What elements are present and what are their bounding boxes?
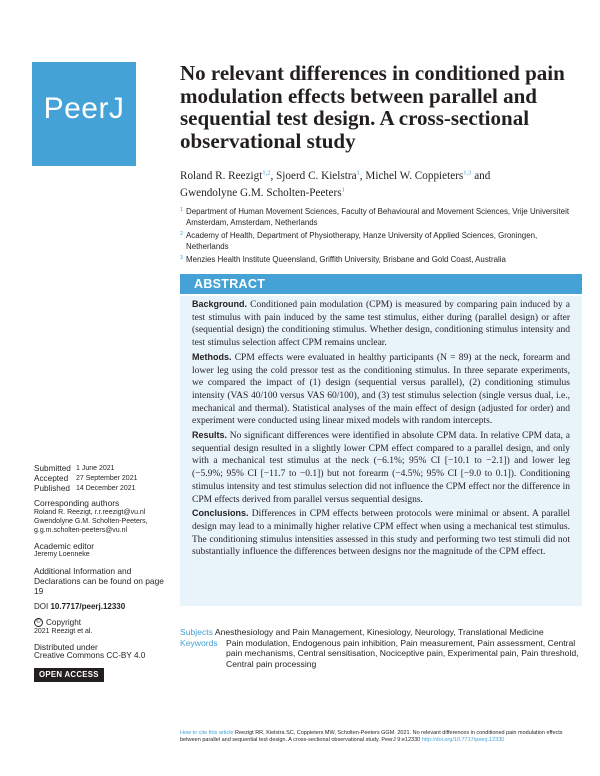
- open-access-badge: OPEN ACCESS: [34, 668, 104, 682]
- logo-text: PeerJ: [43, 92, 125, 125]
- abstract-methods: Methods. CPM effects were evaluated in healthy participants (N = 89) at the neck, forearm and lower leg using the cold pressor test as the conditioning stimulus. In three separate experiments, we compared the impact of (1) design (sequential versus parallel), (2) conditioning stimulus intensity (VAS 40/100 versus VAS 60/100), and (3) test stimulus selection (single versus dual, i.e., mechanical and thermal). Statistical analyses of the main effect of design (adjusted for order) and experiment were conducted using linear mixed models with random intercepts.: [192, 351, 571, 427]
- peerj-logo: [32, 62, 136, 166]
- affiliation-item: 3 Menzies Health Institute Queensland, Griffith University, Brisbane and Gold Coast, Australia: [180, 255, 506, 264]
- abstract-results: Results. No significant differences were identified in absolute CPM data. In relative CPM data, a sequential design resulted in a slightly lower CPM effect compared to a parallel design, and only with a mechanical test stimulus at the neck (−6.1%; 95% CI [−10.1 to −2.1]) and lower leg (−5.9%; 95% CI [−11.7 to −0.1]) but not forearm (−4.5%; 95% CI [−9.0 to 0.1]). Conditioning stimulus intensity and test stimulus selection did not influence the CPM effect nor the difference in CPM effects derived from parallel versus sequential designs.: [192, 430, 570, 505]
- author-affil-ref: 1,3: [463, 169, 472, 177]
- subjects-row: Subjects Anesthesiology and Pain Management, Kinesiology, Neurology, Translational Medicine: [180, 627, 544, 637]
- corresponding-author: Gwendolyne G.M. Scholten-Peeters,: [34, 517, 148, 525]
- corresponding-author[interactable]: Roland R. Reezigt, r.r.reezigt@vu.nl: [34, 509, 146, 517]
- subjects-keywords: [180, 627, 582, 669]
- abstract-background: Background. Conditioned pain modulation (CPM) is measured by comparing pain induced by a test stimulus with pain induced by the same test stimulus, either during (parallel design) or after (sequential design) the conditioning stimulus. Whether design, conditioning stimulus intensity and test stimulus selection affect CPM remains unclear.: [192, 299, 570, 349]
- article-sidebar: [34, 464, 164, 682]
- abstract-heading: ABSTRACT: [180, 274, 582, 294]
- additional-info: Additional Information and Declarations can be found on page 19: [34, 566, 164, 597]
- author-name: Roland R. Reezigt: [180, 170, 263, 182]
- affiliation-item: 1 Department of Human Movement Sciences, Faculty of Behavioural and Movement Sciences, Vrije Universiteit Amsterdam, Amsterdam, Netherlands: [180, 207, 570, 227]
- citation-doi-link[interactable]: http://doi.org/10.7717/peerj.12330: [421, 737, 505, 743]
- corresponding-email[interactable]: g.g.m.scholten-peeters@vu.nl: [34, 526, 128, 534]
- copyright-icon: ©: [34, 618, 43, 627]
- corresponding-label: Corresponding authors: [34, 498, 120, 509]
- accepted-date: Accepted 27 September 2021: [34, 473, 138, 483]
- paper-title: No relevant differences in conditioned pain modulation effects between parallel and sequential test design. A cross-sectional observational study: [180, 61, 565, 153]
- keywords-row: Keywords Pain modulation, Endogenous pain inhibition, Pain measurement, Pain assessment, Central pain mechanisms, Central sensitisation, Nociceptive pain, Experimental pain, Pain threshold, Central pain processing: [180, 637, 579, 669]
- author-affil-ref: 1: [341, 186, 345, 194]
- author-name: Michel W. Coppieters: [365, 170, 464, 182]
- license-text: Distributed under: [34, 641, 98, 652]
- submitted-date: Submitted 1 June 2021: [34, 464, 115, 473]
- editor-name: Jeremy Loenneke: [34, 551, 90, 559]
- author-affil-ref: 1: [356, 169, 360, 177]
- abstract-body: [180, 296, 582, 606]
- affiliations: [180, 207, 580, 269]
- affiliation-item: 2 Academy of Health, Department of Physiotherapy, Hanze University of Applied Sciences, Groningen, Netherlands: [180, 231, 538, 251]
- license-link[interactable]: Creative Commons CC-BY 4.0: [34, 651, 146, 661]
- copyright: © Copyright: [34, 618, 164, 628]
- doi: DOI 10.7717/peerj.12330: [34, 602, 126, 612]
- abstract-conclusions: Conclusions. Differences in CPM effects between protocols were minimal or absent. A parallel design may lead to a minimally higher relative CPM effect when using a mechanical test stimulus. The conditioning stimulus intensities assessed in this study and performing two test stimuli did not substantially influence the differences between designs nor the magnitude of the CPM effect.: [192, 508, 570, 558]
- citation-footer: How to cite this article Reezigt RR, Kielstra SC, Coppieters MW, Scholten-Peeters GGM. 2021. No relevant differences in conditioned pain modulation effects between parallel and sequential test design. A cross-sectional observational study. PeerJ 9:e12330 http://doi.org/10.7717/peerj.12330: [180, 730, 563, 743]
- author-affil-ref: 1,2: [262, 169, 271, 177]
- author-name: Gwendolyne G.M. Scholten-Peeters: [180, 187, 342, 199]
- copyright-holder: 2021 Reezigt et al.: [34, 627, 93, 635]
- author-list: Roland R. Reezigt$^{1,2}$, Sjoerd C. Kielstra$^1$, Michel W. Coppieters$^{1,3}$ and Gwendolyne G.M. Scholten-Peeters$^1$: [180, 169, 491, 199]
- published-date: Published 14 December 2021: [34, 483, 136, 493]
- editor-label: Academic editor: [34, 540, 95, 551]
- doi-link[interactable]: 10.7717/peerj.12330: [50, 602, 126, 612]
- author-name: Sjoerd C. Kielstra: [276, 170, 357, 182]
